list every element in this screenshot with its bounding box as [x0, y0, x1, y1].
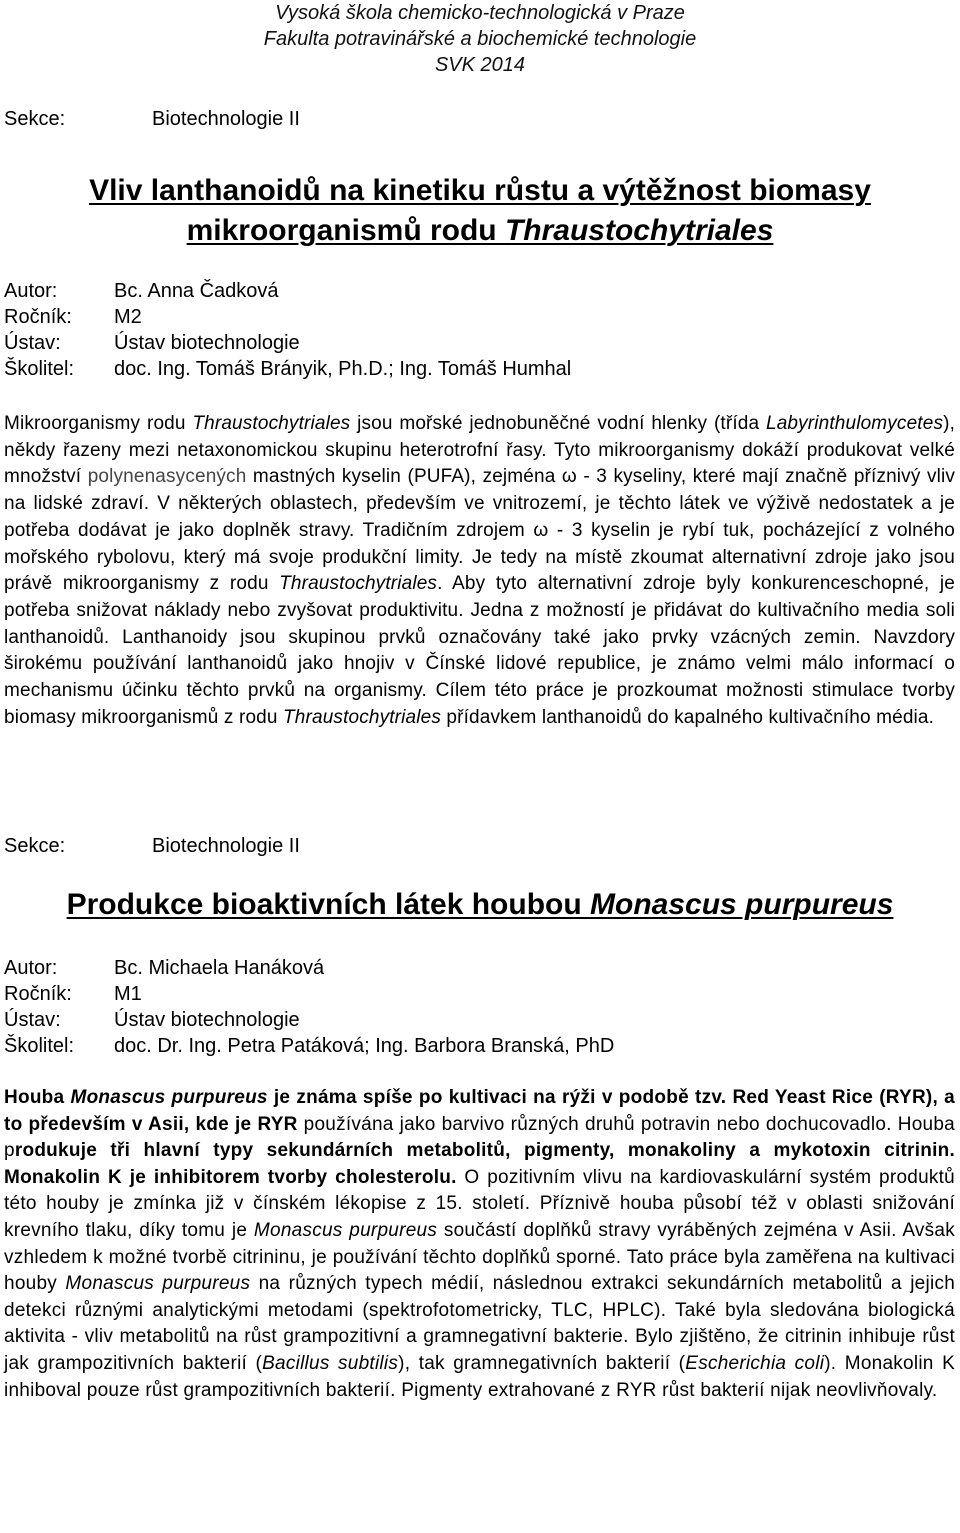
abstract-text: používána jako barvivo různých druhů potravin nebo dochucovadlo. Houba p — [4, 1113, 955, 1162]
abstract-species: Monascus purpureus — [253, 1219, 438, 1241]
institute-label: Ústav: — [4, 1009, 61, 1031]
abstract-text: Mikroorganismy rodu — [4, 413, 193, 434]
article1-abstract — [4, 411, 955, 731]
header-conference: SVK 2014 — [434, 54, 526, 76]
abstract-text-bold: je známa spíše po kultivaci na rýži v podobě tzv. Red Yeast Rice (RYR), a to především v Asii, kde je RYR — [4, 1087, 955, 1135]
article1-institute: Ústav biotechnologie — [114, 332, 300, 354]
article2-supervisor: doc. Dr. Ing. Petra Patáková; Ing. Barbora Branská, PhD — [114, 1035, 615, 1057]
article1-year: M2 — [114, 306, 142, 328]
year-label: Ročník: — [4, 983, 72, 1005]
abstract-text: přídavkem lanthanoidů do kapalného kultivačního média. — [440, 706, 935, 728]
abstract-text-bold: rodukuje tři hlavní typy sekundárních metabolitů, pigmenty, monakoliny a mykotoxin citrinin. Monakolin K je inhibitorem tvorby cholesterolu. — [4, 1140, 955, 1188]
header-university: Vysoká škola chemicko-technologická v Praze — [275, 2, 685, 24]
abstract-text: O pozitivním vlivu na kardiovaskulární systém produktů této houby je zmínka již v čínském lékopise z 15. století. Příznivě houba působí též v oblasti snižování krevního tlaku, díky tomu je — [4, 1166, 955, 1241]
section-label: Sekce: — [4, 835, 66, 857]
article2-institute: Ústav biotechnologie — [114, 1009, 300, 1031]
article1-meta — [4, 278, 571, 382]
abstract-text: ). Monakolin K inhiboval pouze růst grampozitivních bakterií. Pigmenty extrahované z RYR růst bakterií nijak neovlivňovaly. — [4, 1352, 956, 1401]
abstract-taxon: Labyrinthulomycetes — [765, 413, 944, 434]
article1-title — [20, 171, 940, 251]
abstract-species: Escherichia coli — [685, 1352, 825, 1374]
author-label: Autor: — [4, 957, 58, 979]
abstract-species: Monascus purpureus — [70, 1087, 268, 1108]
article1-author: Bc. Anna Čadková — [114, 280, 279, 302]
article2-title-species: Monascus purpureus — [590, 888, 894, 921]
article2-abstract — [4, 1085, 955, 1404]
article1-title-line2: mikroorganismů rodu — [186, 214, 505, 247]
article1-title-genus: Thraustochytriales — [504, 214, 774, 247]
page-header — [0, 0, 960, 78]
abstract-text: součástí doplňků stravy vyráběných zejména v Asii. Avšak vzhledem k možné tvorbě citrininu, je používání těchto doplňků sporné. Tato práce byla zaměřena na kultivaci houby — [4, 1219, 955, 1295]
abstract-text: mastných kyselin (PUFA), zejména ω - 3 kyseliny, které mají značně příznivý vliv na lidské zdraví. V některých oblastech, především ve vnitrozemí, je těchto látek ve výživě nedostatek a je potřeba dodávat je jako doplněk stravy. Tradičním zdrojem ω - 3 kyselin je rybí tuk, pocházející z volného mořského rybolovu, který má svoje produkční limity. Je tedy na místě zkoumat alternativní zdroje jako jsou právě mikroorganismy z rodu — [4, 466, 955, 595]
abstract-term: polynenasycených — [87, 466, 247, 488]
institute-label: Ústav: — [4, 332, 61, 354]
article2-title-text: Produkce bioaktivních látek houbou — [66, 888, 591, 921]
article1-title-line1: Vliv lanthanoidů na kinetiku růstu a výtěžnost biomasy — [89, 174, 871, 207]
section-line-1 — [4, 108, 300, 131]
article1-supervisor: doc. Ing. Tomáš Brányik, Ph.D.; Ing. Tomáš Humhal — [114, 358, 572, 380]
abstract-text: jsou mořské jednobuněčné vodní hlenky (třída — [350, 413, 766, 434]
abstract-taxon: Thraustochytriales — [192, 413, 351, 434]
article2-author: Bc. Michaela Hanáková — [114, 957, 325, 979]
abstract-text: ), tak gramnegativních bakterií ( — [398, 1352, 686, 1374]
header-faculty: Fakulta potravinářské a biochemické technologie — [263, 28, 697, 50]
supervisor-label: Školitel: — [4, 1035, 75, 1057]
section-name: Biotechnologie II — [152, 108, 300, 130]
year-label: Ročník: — [4, 306, 72, 328]
article2-meta — [4, 955, 614, 1059]
abstract-species: Bacillus subtilis — [262, 1352, 399, 1374]
abstract-text: na různých typech médií, následnou extrakci sekundárních metabolitů a jejich detekci různými analytickými metodami (spektrofotometricky, TLC, HPLC). Také byla sledována biologická aktivita - vliv metabolitů na růst grampozitivní a gramnegativní bakterie. Bylo zjištěno, že citrinin inhibuje růst jak grampozitivních bakterií ( — [4, 1273, 956, 1374]
author-label: Autor: — [4, 280, 58, 302]
section-line-2 — [4, 835, 300, 858]
abstract-species: Monascus purpureus — [65, 1273, 251, 1295]
section-label: Sekce: — [4, 108, 66, 130]
article2-title — [0, 888, 960, 922]
abstract-text-bold: Houba — [4, 1087, 71, 1108]
section-name: Biotechnologie II — [152, 835, 300, 857]
article2-year: M1 — [114, 983, 142, 1005]
abstract-taxon: Thraustochytriales — [279, 573, 438, 595]
abstract-text: . Aby tyto alternativní zdroje byly konkurenceschopné, je potřeba snižovat náklady nebo zvyšovat produktivitu. Jedna z možností je přidávat do kultivačního media soli lanthanoidů. Lanthanoidy jsou skupinou prvků označovány také jako prvky vzácných zemin. Navzdory širokému používání lanthanoidů jako hnojiv v Čínské lidové republice, je známo velmi málo informací o mechanismu účinku těchto prvků na organismy. Cílem této práce je prozkoumat možnosti stimulace tvorby biomasy mikroorganismů z rodu — [4, 573, 955, 728]
supervisor-label: Školitel: — [4, 358, 75, 380]
abstract-taxon: Thraustochytriales — [283, 706, 441, 728]
abstract-text: ), někdy řazeny mezi netaxonomickou skupinu heterotrofní řasy. Tyto mikroorganismy dokáží produkovat velké množství — [4, 413, 955, 488]
